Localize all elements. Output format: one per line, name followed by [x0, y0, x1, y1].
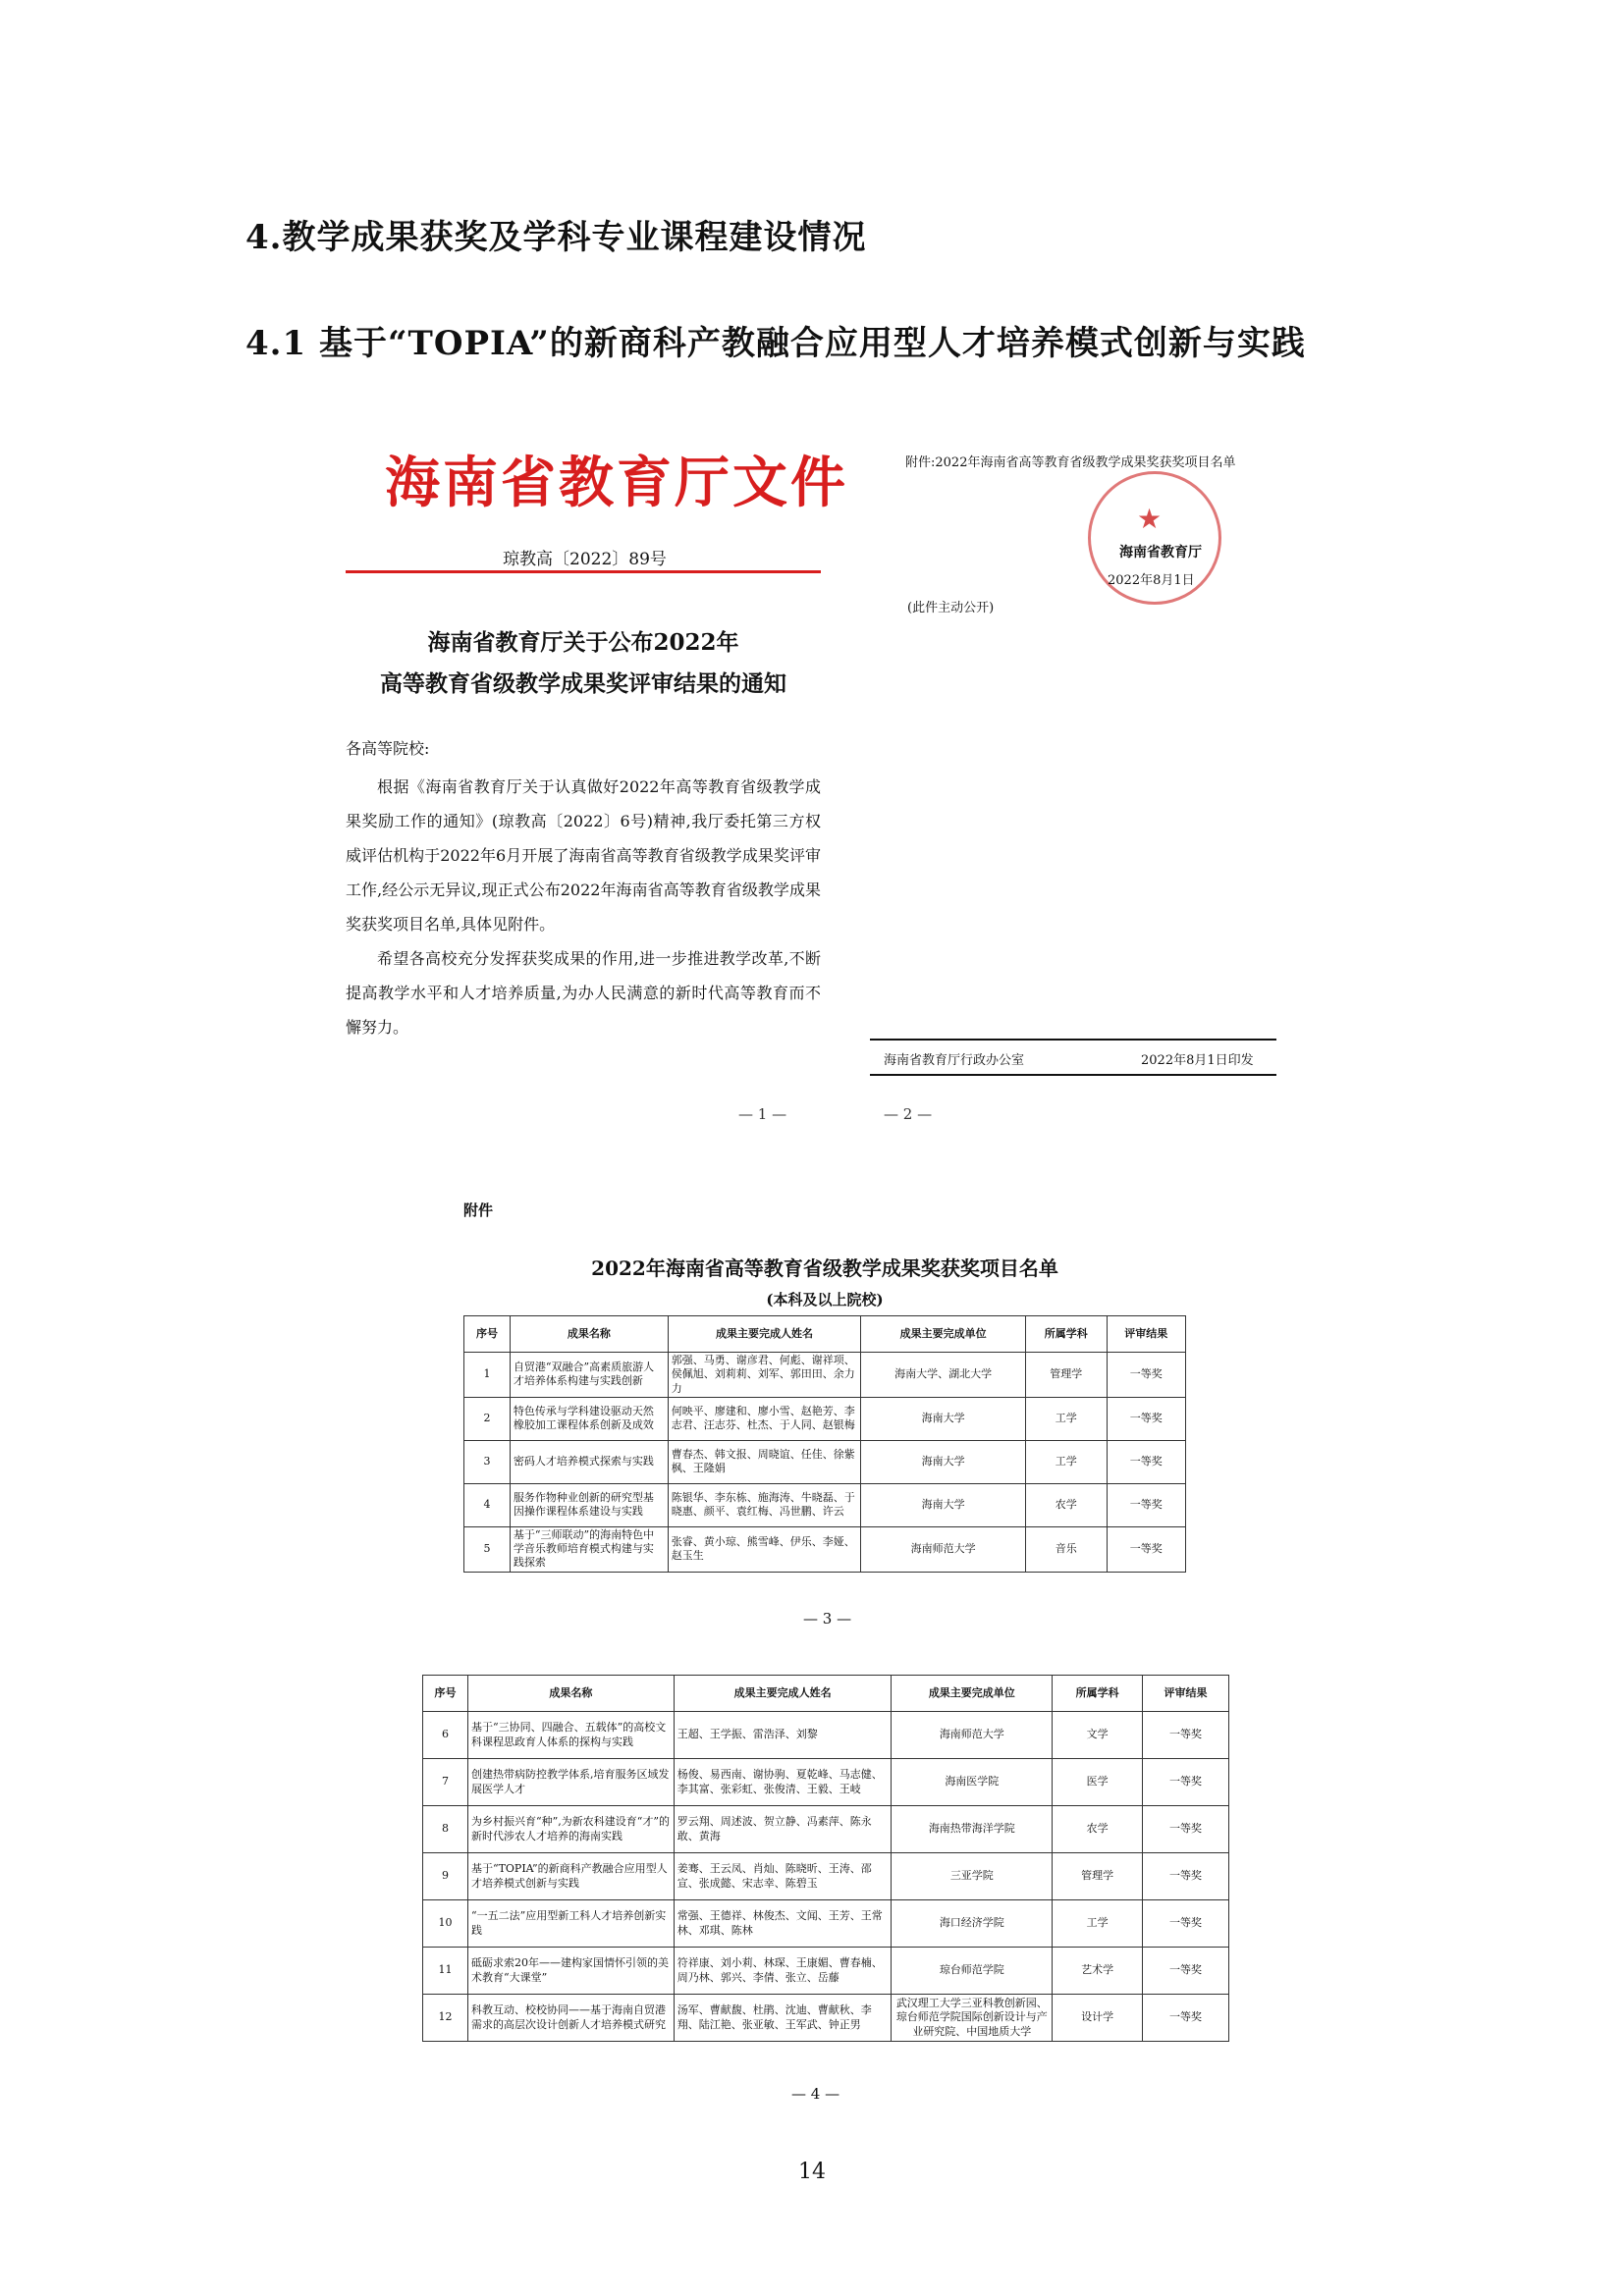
notice-paragraph-1: 根据《海南省教育厅关于认真做好2022年高等教育省级教学成果奖励工作的通知》(琼教高〔2022〕6号)精神,我厅委托第三方权威评估机构于2022年6月开展了海南省高等教育省级教学成果奖评审工作,经公示无异议,现正式公布2022年海南省高等教育省级教学成果奖获奖项目名单,具体见附件。 [346, 777, 821, 934]
table-cell: 3 [464, 1440, 511, 1483]
column-header: 评审结果 [1107, 1316, 1185, 1353]
table-cell: “一五二法”应用型新工科人才培养创新实践 [467, 1900, 674, 1948]
table-cell: 密码人才培养模式探索与实践 [510, 1440, 668, 1483]
table-row [423, 1759, 1229, 1806]
table-row [423, 1995, 1229, 2042]
table-row [464, 1353, 1186, 1398]
issuing-office: 海南省教育厅行政办公室 [884, 1053, 1025, 1068]
table-cell: 符祥康、刘小莉、林琛、王康媚、曹春楠、周乃林、郭兴、李倩、张立、岳藤 [674, 1948, 892, 1995]
table-cell: 8 [423, 1806, 468, 1853]
table-cell: 一等奖 [1143, 1995, 1229, 2042]
award-table-part1 [463, 1315, 1186, 1573]
table-cell: 医学 [1053, 1759, 1143, 1806]
table-cell: 设计学 [1053, 1995, 1143, 2042]
table-cell: 创建热带病防控教学体系,培育服务区域发展医学人才 [467, 1759, 674, 1806]
table-cell: 海南大学、湖北大学 [861, 1353, 1026, 1398]
table-cell: 张睿、黄小琼、熊雪峰、伊乐、李娅、赵玉生 [668, 1526, 861, 1572]
table-cell: 服务作物种业创新的研究型基因操作课程体系建设与实践 [510, 1483, 668, 1526]
table-cell: 一等奖 [1107, 1440, 1185, 1483]
document-number: 琼教高〔2022〕89号 [503, 550, 667, 569]
table-cell: 海南大学 [861, 1397, 1026, 1440]
table-cell: 海南热带海洋学院 [892, 1806, 1053, 1853]
table-row [423, 1712, 1229, 1759]
table-cell: 一等奖 [1143, 1853, 1229, 1900]
table-cell: 农学 [1053, 1806, 1143, 1853]
table-cell: 特色传承与学科建设驱动天然橡胶加工课程体系创新及成效 [510, 1397, 668, 1440]
table-cell: 一等奖 [1143, 1712, 1229, 1759]
table-cell: 7 [423, 1759, 468, 1806]
red-divider [346, 570, 821, 573]
table-cell: 基于“三师联动”的海南特色中学音乐教师培育模式构建与实践探索 [510, 1526, 668, 1572]
table-row [423, 1806, 1229, 1853]
table-cell: 5 [464, 1526, 511, 1572]
table-cell: 一等奖 [1143, 1948, 1229, 1995]
table-cell: 音乐 [1025, 1526, 1107, 1572]
table-cell: 农学 [1025, 1483, 1107, 1526]
table-cell: 一等奖 [1143, 1900, 1229, 1948]
column-header: 成果名称 [510, 1316, 668, 1353]
table-cell: 海南大学 [861, 1483, 1026, 1526]
table-cell: 海口经济学院 [892, 1900, 1053, 1948]
table-cell: 4 [464, 1483, 511, 1526]
table-row [464, 1397, 1186, 1440]
notice-title-line1: 海南省教育厅关于公布2022年 [427, 629, 739, 656]
table-cell: 琼台师范学院 [892, 1948, 1053, 1995]
page-footer-number: 14 [798, 2160, 826, 2184]
table-cell: 郭强、马勇、谢彦君、何彪、谢祥项、侯佩旭、刘莉莉、刘军、郭田田、余力力 [668, 1353, 861, 1398]
table-row [423, 1853, 1229, 1900]
column-header: 成果主要完成人姓名 [668, 1316, 861, 1353]
page-number-1: — 1 — [738, 1105, 787, 1123]
table-cell: 杨俊、易西南、谢协驹、夏乾峰、马志健、李其富、张彩虹、张俊清、王毅、王岐 [674, 1759, 892, 1806]
table-cell: 海南师范大学 [892, 1712, 1053, 1759]
table-cell: 一等奖 [1107, 1353, 1185, 1398]
column-header: 序号 [423, 1676, 468, 1712]
table-cell: 工学 [1053, 1900, 1143, 1948]
star-icon: ★ [1137, 503, 1163, 535]
table-cell: 汤军、曹献馥、杜鹃、沈迪、曹献秋、李翔、陆江艳、张亚敏、王军武、钟正男 [674, 1995, 892, 2042]
annex-note: 附件:2022年海南省高等教育省级教学成果奖获奖项目名单 [905, 455, 1236, 470]
table-row [464, 1440, 1186, 1483]
salutation: 各高等院校: [346, 739, 430, 758]
table-cell: 三亚学院 [892, 1853, 1053, 1900]
table-row [464, 1526, 1186, 1572]
page-number-4: — 4 — [791, 2085, 840, 2103]
annex-label: 附件 [463, 1201, 494, 1219]
table-cell: 曹春杰、韩文报、周晓谊、任佳、徐紫枫、王隆娟 [668, 1440, 861, 1483]
table-cell: 1 [464, 1353, 511, 1398]
table-cell: 9 [423, 1853, 468, 1900]
table-cell: 管理学 [1053, 1853, 1143, 1900]
page-number-2: — 2 — [884, 1105, 933, 1123]
page-number-3: — 3 — [803, 1610, 852, 1628]
table-cell: 海南大学 [861, 1440, 1026, 1483]
notice-paragraph-2: 希望各高校充分发挥获奖成果的作用,进一步推进教学改革,不断提高教学水平和人才培养质量,为办人民满意的新时代高等教育而不懈努力。 [346, 949, 821, 1037]
table-cell: 一等奖 [1143, 1806, 1229, 1853]
decree-title: 海南省教育厅文件 [385, 451, 848, 515]
table-row [423, 1948, 1229, 1995]
table-cell: 2 [464, 1397, 511, 1440]
table-cell: 一等奖 [1107, 1526, 1185, 1572]
seal-date: 2022年8月1日 [1108, 573, 1195, 588]
subsection-heading: 4.1 基于“TOPIA”的新商科产教融合应用型人才培养模式创新与实践 [245, 324, 1306, 363]
divider [870, 1039, 1276, 1041]
column-header: 所属学科 [1053, 1676, 1143, 1712]
column-header: 成果名称 [467, 1676, 674, 1712]
table-cell: 一等奖 [1143, 1759, 1229, 1806]
table-cell: 10 [423, 1900, 468, 1948]
table-row [423, 1900, 1229, 1948]
column-header: 所属学科 [1025, 1316, 1107, 1353]
column-header: 成果主要完成单位 [861, 1316, 1026, 1353]
table-cell: 基于“三协同、四融合、五载体”的高校文科课程思政育人体系的探构与实践 [467, 1712, 674, 1759]
table-header-row [423, 1676, 1229, 1712]
column-header: 成果主要完成人姓名 [674, 1676, 892, 1712]
annex-subtitle: (本科及以上院校) [766, 1291, 884, 1308]
table-cell: 罗云翔、周述波、贺立静、冯素萍、陈永敢、黄海 [674, 1806, 892, 1853]
table-cell: 王超、王学振、雷浩泽、刘黎 [674, 1712, 892, 1759]
table-cell: 艺术学 [1053, 1948, 1143, 1995]
table-cell: 基于“TOPIA”的新商科产教融合应用型人才培养模式创新与实践 [467, 1853, 674, 1900]
table-cell: 11 [423, 1948, 468, 1995]
table-cell: 工学 [1025, 1440, 1107, 1483]
table-cell: 砥砺求索20年——建构家国情怀引领的美术教育“大课堂” [467, 1948, 674, 1995]
public-note: (此件主动公开) [907, 601, 995, 615]
table-cell: 陈银华、李东栋、施海涛、牛晓磊、于晓惠、颜平、袁红梅、冯世鹏、许云 [668, 1483, 861, 1526]
table-row [464, 1483, 1186, 1526]
table-cell: 一等奖 [1107, 1483, 1185, 1526]
table-cell: 科教互动、校校协同——基于海南自贸港需求的高层次设计创新人才培养模式研究 [467, 1995, 674, 2042]
table-cell: 海南师范大学 [861, 1526, 1026, 1572]
award-table-part2 [422, 1675, 1229, 2042]
table-cell: 何映平、廖建和、廖小雪、赵艳芳、李志君、汪志芬、杜杰、于人同、赵银梅 [668, 1397, 861, 1440]
table-cell: 6 [423, 1712, 468, 1759]
table-header-row [464, 1316, 1186, 1353]
table-cell: 一等奖 [1107, 1397, 1185, 1440]
print-date: 2022年8月1日印发 [1141, 1053, 1254, 1068]
notice-body [346, 770, 821, 1044]
column-header: 评审结果 [1143, 1676, 1229, 1712]
table-cell: 12 [423, 1995, 468, 2042]
table-cell: 海南医学院 [892, 1759, 1053, 1806]
seal-name: 海南省教育厅 [1119, 545, 1202, 561]
table-cell: 工学 [1025, 1397, 1107, 1440]
column-header: 成果主要完成单位 [892, 1676, 1053, 1712]
table-cell: 姜骞、王云凤、肖灿、陈晓昕、王涛、邵宣、张成懿、宋志幸、陈碧玉 [674, 1853, 892, 1900]
section-heading: 4.教学成果获奖及学科专业课程建设情况 [245, 218, 867, 257]
table-cell: 常强、王德祥、林俊杰、文闻、王芳、王常林、邓琪、陈林 [674, 1900, 892, 1948]
notice-title-line2: 高等教育省级教学成果奖评审结果的通知 [380, 670, 786, 697]
table-cell: 管理学 [1025, 1353, 1107, 1398]
divider [870, 1074, 1276, 1076]
table-cell: 自贸港“双融合”高素质旅游人才培养体系构建与实践创新 [510, 1353, 668, 1398]
column-header: 序号 [464, 1316, 511, 1353]
table-cell: 文学 [1053, 1712, 1143, 1759]
table-cell: 武汉理工大学三亚科教创新园、琼台师范学院国际创新设计与产业研究院、中国地质大学 [892, 1995, 1053, 2042]
table-cell: 为乡村振兴育“种”,为新农科建设育“才”的新时代涉农人才培养的海南实践 [467, 1806, 674, 1853]
annex-title: 2022年海南省高等教育省级教学成果奖获奖项目名单 [591, 1256, 1058, 1280]
